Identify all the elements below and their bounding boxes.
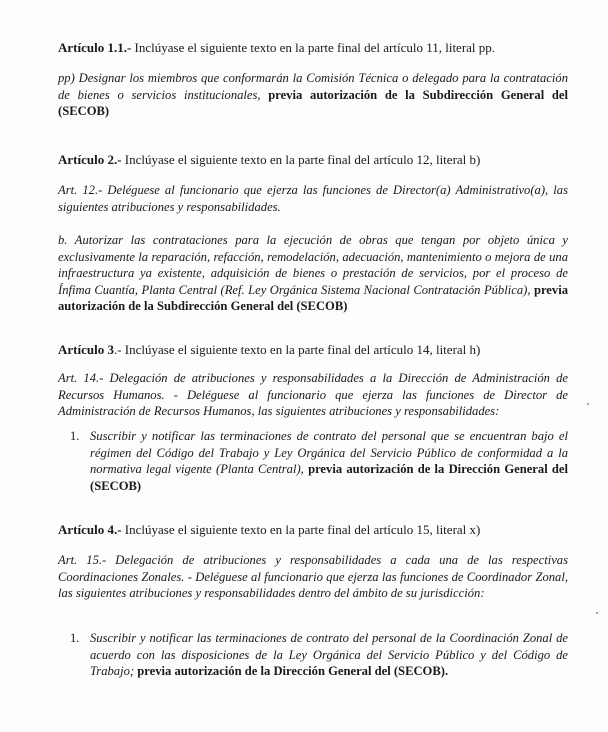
articulo-4-paragraph-1	[58, 552, 568, 602]
articulo-3-list-text-bold: previa autorización de la Dirección General del (SECOB)	[90, 462, 569, 493]
scan-speck	[596, 612, 598, 614]
articulo-4-list-item	[70, 630, 568, 680]
articulo-3-list-text-content: Suscribir y notificar las terminaciones de contrato del personal que se encuentran bajo el régimen del Código del Trabajo y Ley Orgánica del Servicio Público de conformidad a la normativa legal vigente (Planta Central),	[90, 429, 568, 476]
articulo-3-heading	[58, 342, 568, 359]
articulo-3-intro: .- Inclúyase el siguiente texto en la parte final del artículo 14, literal h)	[113, 342, 481, 357]
articulo-4-list-text-content: Suscribir y notificar las terminaciones de contrato del personal de la Coordinación Zonal de acuerdo con las disposiciones de la Ley Orgánica del Servicio Público y del Código de Trabajo;	[90, 631, 568, 678]
articulo-2-paragraph-1	[58, 182, 568, 215]
articulo-3-list-number: 1.	[70, 429, 80, 443]
scan-speck	[587, 403, 589, 405]
articulo-3-paragraph-1-text: Art. 14.- Delegación de atribuciones y responsabilidades a la Dirección de Administración de Recursos Humanos. - Deléguese al funcionario que ejerza las funciones de Director de Administración de Recursos Humanos, las siguientes atribuciones y responsabilidades:	[58, 371, 568, 418]
articulo-4-intro: Inclúyase el siguiente texto en la parte final del artículo 15, literal x)	[121, 522, 481, 537]
articulo-3-list-text	[90, 428, 568, 494]
articulo-1-intro: Inclúyase el siguiente texto en la parte final del artículo 11, literal pp.	[131, 40, 496, 55]
articulo-1-heading	[58, 40, 568, 57]
articulo-4-list-number: 1.	[70, 631, 80, 645]
articulo-1-paragraph	[58, 70, 568, 120]
articulo-3-label: Artículo 3	[58, 342, 114, 357]
articulo-2-heading	[58, 152, 568, 169]
articulo-2-paragraph-2	[58, 232, 568, 315]
articulo-4-list-text-bold: previa autorización de la Dirección General del (SECOB).	[137, 664, 449, 678]
articulo-1-paragraph-text: pp) Designar los miembros que conformarán la Comisión Técnica o delegado para la contratación de bienes o servicios institucionales,	[58, 71, 568, 102]
articulo-3-paragraph-1	[58, 370, 568, 420]
articulo-2-paragraph-1-text: Art. 12.- Deléguese al funcionario que ejerza las funciones de Director(a) Administrativo(a), las siguientes atribuciones y responsabilidades.	[58, 183, 568, 214]
articulo-3-list-item	[70, 428, 568, 494]
articulo-4-paragraph-1-text: Art. 15.- Delegación de atribuciones y responsabilidades a cada una de las respectivas Coordinaciones Zonales. - Deléguese al funcionario que ejerza las funciones de Coordinador Zonal, las siguientes atribuciones y responsabilidades dentro del ámbito de su jurisdicción:	[58, 553, 568, 600]
articulo-4-label: Artículo 4.-	[58, 522, 122, 537]
articulo-4-list-text	[90, 630, 568, 680]
articulo-1-paragraph-bold: previa autorización de la Subdirección General del (SECOB)	[58, 87, 568, 118]
articulo-1-label: Artículo 1.1.-	[58, 40, 132, 55]
articulo-4-heading	[58, 522, 568, 539]
articulo-2-label: Artículo 2.-	[58, 152, 122, 167]
articulo-2-paragraph-2-bold: previa autorización de la Subdirección General del (SECOB)	[58, 282, 568, 313]
articulo-2-intro: Inclúyase el siguiente texto en la parte final del artículo 12, literal b)	[121, 152, 481, 167]
articulo-2-paragraph-2-text: b. Autorizar las contrataciones para la ejecución de obras que tengan por objeto única y exclusivamente la reparación, refacción, remodelación, adecuación, mantenimiento o mejora de una infraestructura ya existente, adquisición de bienes o prestación de servicios, por el proceso de Ínfima Cuantía, Planta Central (Ref. Ley Orgánica Sistema Nacional Contratación Pública),	[58, 233, 568, 297]
